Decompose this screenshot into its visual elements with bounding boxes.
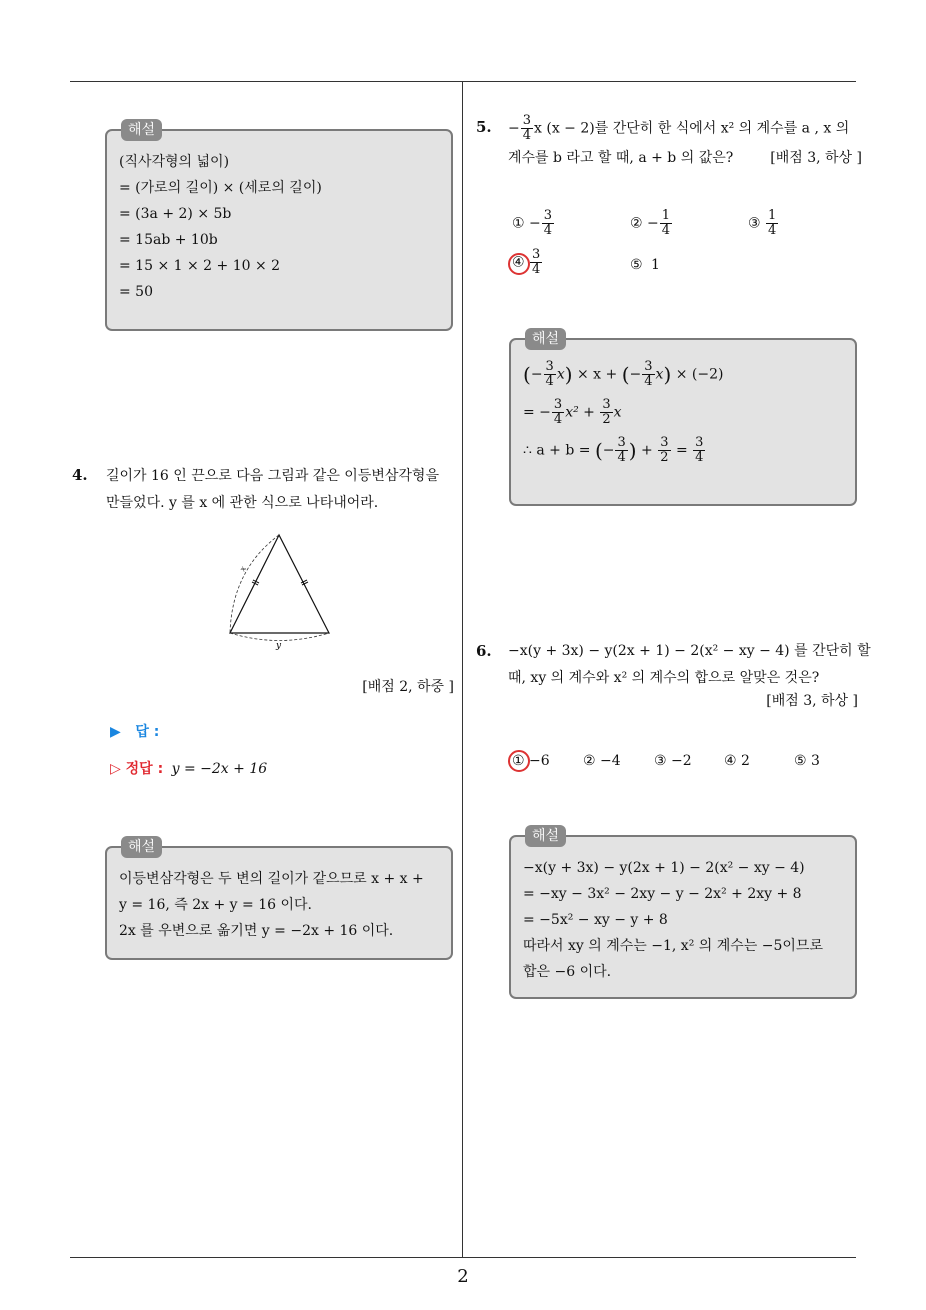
solution-tag: 해설 [525,825,566,847]
frac-den: 4 [617,450,626,465]
solution-box-q4 [105,839,453,960]
option-mark: ③ [748,215,761,232]
solution-box-q6 [509,828,857,999]
sol-text: = − [523,404,551,421]
q5-option-2[interactable] [630,209,673,238]
sol-fraction [552,398,564,427]
sol-text: × x + [577,366,618,383]
q5-option-1[interactable] [512,209,555,238]
question-number-4: 4. [72,466,88,484]
frac-den: 2 [602,412,611,427]
option-fraction [542,209,554,238]
option-fraction [766,209,778,238]
question-number-5: 5. [476,118,492,136]
question-4-line2: 만들었다. y 를 x 에 관한 식으로 나타내어라. [106,495,379,511]
correct-answer-value: y = −2x + 16 [171,761,268,777]
frac-num: 1 [661,208,671,223]
frac-num: 3 [617,435,626,450]
answer-line [110,721,159,741]
sol-text: − [530,366,543,383]
frac-den: 2 [660,450,669,465]
solution-tag: 해설 [121,836,162,858]
sol-text: × (−2) [675,366,724,383]
solution-line: 따라서 xy 의 계수는 −1, x² 의 계수는 −5이므로 [523,938,823,954]
frac-den: 4 [695,450,704,465]
solution-tag: 해설 [525,328,566,350]
frac-num: 3 [532,247,541,262]
sol-fraction [693,436,705,465]
bottom-rule [70,1257,856,1258]
answer-arrow-icon: ▶ [110,724,136,740]
q6-option-2[interactable]: ② −4 [583,753,621,769]
solution-line-1: (− $\frac{3}{4}$ x) × x + (− $\frac{3}{4}$ x) × (−2) [523,359,724,389]
solution-box-q5 [509,331,857,506]
frac-num: 3 [545,359,554,374]
frac-num: 1 [768,208,777,223]
frac-num: 3 [602,397,611,412]
question-4-text [106,463,456,517]
option-sign: − [529,215,541,232]
solution-line: = −xy − 3x² − 2xy − y − 2x² + 2xy + 8 [523,886,802,902]
q5-option-3[interactable] [748,209,779,238]
answer-label: 답 : [135,724,160,740]
solution-line: 이등변삼각형은 두 변의 길이가 같으므로 x + x + [119,871,424,887]
solution-line: (직사각형의 넓이) [119,154,230,170]
question-4-line1: 길이가 16 인 끈으로 다음 그림과 같은 이등변삼각형을 [106,468,439,484]
solution-line: = (가로의 길이) × (세로의 길이) [119,180,322,196]
option-mark: ① [512,215,525,232]
sol-text: x² + [565,404,595,421]
question-6-text [508,638,871,715]
q6-option-1[interactable]: ① −6 [512,753,550,769]
solution-box-q3 [105,122,453,331]
solution-line: = 15ab + 10b [119,232,218,248]
option-mark: ② [630,215,643,232]
sol-fraction [642,360,654,389]
figure-label-x: x [237,564,248,573]
sol-text: − [629,366,642,383]
option-mark: ⑤ [630,257,643,273]
sol-fraction [658,436,670,465]
frac-den: 4 [661,223,671,238]
correct-answer-line [110,758,267,778]
frac-den: 4 [768,223,777,238]
question-number-6: 6. [476,642,492,660]
q6-option-4[interactable]: ④ 2 [724,753,750,769]
question-6-points: [배점 3, 하상 ] [766,693,858,709]
option-fraction [530,248,542,277]
question-5-points: [배점 3, 하상 ] [770,150,862,166]
option-fraction [660,209,672,238]
isosceles-triangle-figure [222,530,338,654]
frac-num: 3 [644,359,653,374]
correct-label: 정답 : [125,761,164,777]
column-divider [462,82,463,1257]
top-rule [70,81,856,82]
question-6-line2: 때, xy 의 계수와 x² 의 계수의 합으로 알맞은 것은? [508,670,820,686]
solution-line: 합은 −6 이다. [523,964,612,980]
q5-sign: − [508,120,520,137]
solution-line-2 [523,398,843,436]
solution-line: = (3a + 2) × 5b [119,206,232,222]
selected-answer-circle [508,750,530,772]
selected-answer-circle [508,253,530,275]
solution-line: = 15 × 1 × 2 + 10 × 2 [119,258,281,274]
question-6-line1: −x(y + 3x) − y(2x + 1) − 2(x² − xy − 4) 를 간단히 할 [508,643,871,659]
option-value: 1 [651,257,660,273]
figure-label-y: y [276,641,282,651]
solution-line: 2x 를 우변으로 옮기면 y = −2x + 16 이다. [119,923,394,939]
page-number: 2 [457,1266,469,1287]
question-5-line2 [508,145,862,172]
solution-line: −x(y + 3x) − y(2x + 1) − 2(x² − xy − 4) [523,860,805,876]
sol-fraction [544,360,556,389]
sol-text: x [655,366,664,383]
frac-den: 4 [545,374,554,389]
question-5-text [508,113,862,172]
frac-num: 3 [522,113,532,128]
solution-line-3: ∴ a + b = (− $\frac{3}{4}$ ) + $\frac{3}{2}$ = $\frac{3}{4}$ [523,435,704,465]
frac-num: 3 [543,208,553,223]
sol-text: ∴ a + b = [523,442,591,459]
sol-text: = [675,442,688,459]
sol-text: − [602,442,615,459]
q5-line2-text: 계수를 b 라고 할 때, a + b 의 값은? [508,150,734,166]
solution-line: y = 16, 즉 2x + y = 16 이다. [119,897,312,913]
option-mark: ④ [512,254,525,271]
frac-num: 3 [553,397,563,412]
option-sign: − [647,215,659,232]
q5-fraction [521,114,533,143]
solution-line: = −5x² − xy − y + 8 [523,912,668,928]
sol-text: x [613,404,622,421]
q5-line1-rest: x (x − 2)를 간단히 한 식에서 x² 의 계수를 a , x 의 [534,120,850,137]
frac-den: 4 [644,374,653,389]
q6-option-5[interactable]: ⑤ 3 [794,753,820,769]
frac-den: 4 [522,128,532,143]
frac-den: 4 [543,223,553,238]
question-5-line1 [508,114,858,143]
sol-text: x [556,366,565,383]
correct-arrow-icon: ▷ [110,761,126,777]
sol-text: + [641,442,653,459]
frac-num: 3 [695,435,704,450]
question-4-points: [배점 2, 하중 ] [362,679,454,695]
solution-line: = 50 [119,284,153,300]
q5-option-5[interactable] [630,257,660,273]
q6-option-3[interactable]: ③ −2 [654,753,692,769]
frac-den: 4 [553,412,563,427]
frac-den: 4 [532,262,541,277]
sol-fraction [600,398,612,427]
sol-fraction [615,436,627,465]
solution-tag: 해설 [121,119,162,141]
frac-num: 3 [660,435,669,450]
